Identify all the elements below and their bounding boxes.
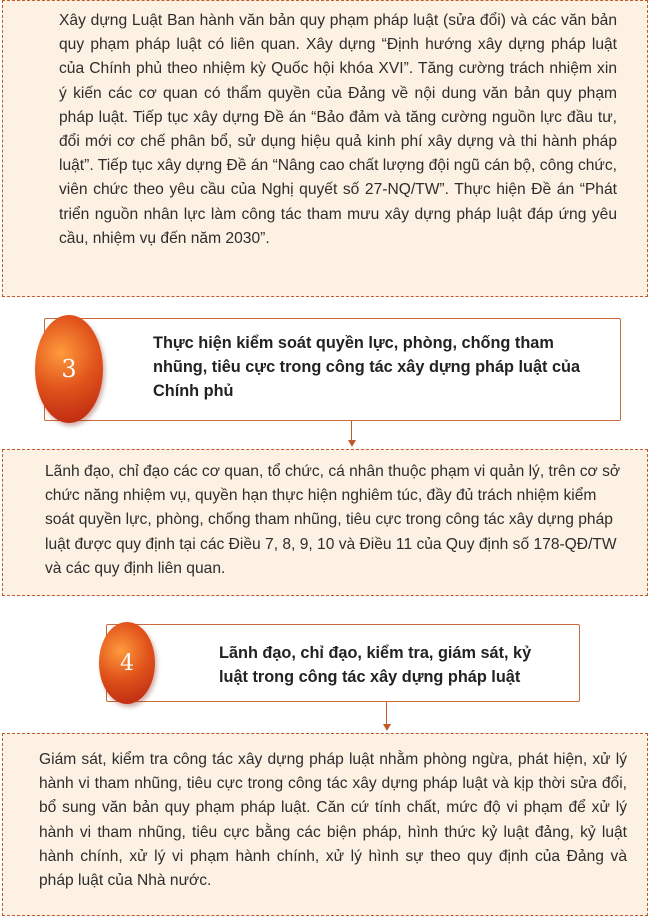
section-4-header	[106, 624, 580, 702]
section-4-connector-line	[386, 702, 387, 725]
section-4-number: 4	[120, 650, 134, 676]
section-4-number-badge	[99, 622, 155, 704]
section-4-content-box	[2, 733, 648, 916]
arrow-down-icon	[383, 724, 391, 731]
section-3-content-box	[2, 449, 648, 596]
section-4-body-text: Giám sát, kiểm tra công tác xây dựng pháp luật nhằm phòng ngừa, phát hiện, xử lý hành vi tham nhũng, tiêu cực trong công tác xây dựng pháp luật và kịp thời sửa đổi, bổ sung văn bản quy phạm pháp luật. Căn cứ tính chất, mức độ vi phạm để xử lý hành vi tham nhũng, tiêu cực bằng các biện pháp, hình thức kỷ luật đảng, kỷ luật hành chính, xử lý vi phạm hành chính, xử lý hình sự theo quy định của Đảng và pháp luật của Nhà nước.	[39, 751, 627, 890]
section-3-body-text: Lãnh đạo, chỉ đạo các cơ quan, tổ chức, cá nhân thuộc phạm vi quản lý, trên cơ sở chức năng nhiệm vụ, quyền hạn thực hiện nghiêm túc, đầy đủ trách nhiệm kiểm soát quyền lực, phòng, chống tham nhũng, tiêu cực trong công tác xây dựng pháp luật được quy định tại các Điều 7, 8, 9, 10 và Điều 11 của Quy định số 178-QĐ/TW và các quy định liên quan.	[45, 463, 621, 577]
arrow-down-icon	[348, 440, 356, 447]
section-1-content-box	[2, 0, 648, 297]
section-1-body-text: Xây dựng Luật Ban hành văn bản quy phạm pháp luật (sửa đổi) và các văn bản quy phạm pháp luật có liên quan. Xây dựng “Định hướng xây dựng pháp luật của Chính phủ theo nhiệm kỳ Quốc hội khóa XVI”. Tăng cường trách nhiệm xin ý kiến các cơ quan có thẩm quyền của Đảng về nội dung văn bản quy phạm pháp luật. Tiếp tục xây dựng Đề án “Bảo đảm và tăng cường nguồn lực đầu tư, đổi mới cơ chế phân bổ, sử dụng hiệu quả kinh phí xây dựng và thi hành pháp luật”. Tiếp tục xây dựng Đề án “Nâng cao chất lượng đội ngũ cán bộ, công chức, viên chức theo yêu cầu của Nghị quyết số 27-NQ/TW”. Thực hiện Đề án “Phát triển nguồn nhân lực làm công tác tham mưu xây dựng pháp luật đáp ứng yêu cầu, nhiệm vụ đến năm 2030”.	[59, 12, 617, 247]
section-3-number: 3	[61, 355, 77, 383]
section-4-title: Lãnh đạo, chỉ đạo, kiểm tra, giám sát, kỷ luật trong công tác xây dựng pháp luật	[219, 644, 532, 686]
section-3-number-badge	[35, 315, 103, 423]
section-3-connector-line	[351, 421, 352, 441]
section-3-title: Thực hiện kiểm soát quyền lực, phòng, chống tham nhũng, tiêu cực trong công tác xây dựng pháp luật của Chính phủ	[153, 334, 581, 400]
section-3-header	[44, 318, 621, 421]
